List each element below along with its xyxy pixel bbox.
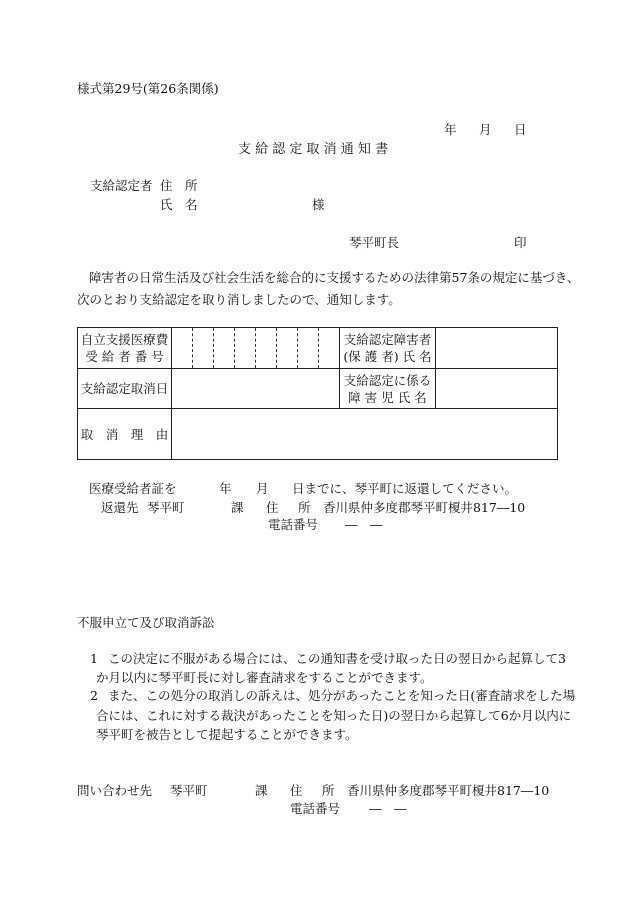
contact-label: 問い合わせ先 (77, 783, 153, 798)
appeal-heading: 不服申立て及び取消訴訟 (77, 615, 215, 630)
recipient-number-field[interactable] (172, 328, 340, 369)
return-destination-town: 琴平町 (147, 500, 185, 515)
return-destination-address-label-2: 所 (298, 500, 311, 515)
return-destination-section: 課 (231, 500, 244, 515)
appeal-item-2-line-3: 琴平町を被告として提起することができます。 (96, 727, 358, 742)
issuer-name: 琴平町長 (349, 235, 400, 250)
document-title: 支 給 認 定 取 消 通 知 書 (238, 142, 389, 157)
appeal-item-1-line-2: か月以内に琴平町長に対し審査請求をすることができます。 (96, 670, 433, 685)
appeal-item-2-line-2: 合には、これに対する裁決があったことを知った日)の翌日から起算して6か月以内に (96, 708, 572, 723)
cancellation-reason-label: 取 消 理 由 (78, 409, 172, 460)
table-row (78, 409, 558, 460)
appeal-item-1-number: 1 (90, 651, 98, 666)
recipient-number-digit-box[interactable] (193, 328, 214, 368)
return-destination-address-label: 住 (266, 500, 279, 515)
recipient-label: 支給認定者 (90, 178, 153, 193)
cancellation-reason-field[interactable] (172, 409, 558, 460)
recipient-number-digit-box[interactable] (235, 328, 256, 368)
table-row (78, 369, 558, 409)
certified-person-name-label-line-1: 支給認定障害者 (343, 332, 432, 347)
return-destination-phone-number: ― ― (345, 517, 383, 532)
contact-address-label-2: 所 (322, 783, 335, 798)
recipient-number-label-line-1: 自立支援医療費 (80, 332, 169, 347)
child-name-label (340, 369, 436, 409)
recipient-name-label: 氏 名 (160, 197, 198, 212)
cancellation-info-table (77, 327, 558, 460)
recipient-honorific: 様 (312, 197, 325, 212)
certified-person-name-label-line-2: (保 護 者) 氏 名 (343, 349, 432, 364)
return-notice-month-label: 月 (256, 481, 269, 496)
return-destination-phone-label: 電話番号 (268, 517, 319, 532)
contact-section: 課 (255, 783, 268, 798)
certified-person-name-label (340, 328, 436, 369)
recipient-number-digit-box[interactable] (298, 328, 319, 368)
return-destination-label: 返還先 (101, 500, 139, 515)
date-year-label: 年 (444, 122, 457, 137)
contact-address-label: 住 (290, 783, 303, 798)
return-destination-address: 香川県仲多度郡琴平町榎井817―10 (323, 500, 526, 515)
table-row (78, 328, 558, 369)
recipient-address-label: 住 所 (160, 178, 198, 193)
return-notice-prefix: 医療受給者証を (89, 481, 177, 496)
certified-person-name-field[interactable] (436, 328, 558, 369)
contact-phone-number: ― ― (369, 801, 407, 816)
body-text-line-1: 障害者の日常生活及び社会生活を総合的に支援するための法律第57条の規定に基づき、 (89, 270, 580, 285)
child-name-label-line-2: 障 害 児 氏 名 (348, 389, 427, 405)
return-notice-year-label: 年 (219, 481, 232, 496)
recipient-number-label (78, 328, 172, 369)
issuer-seal: 印 (514, 235, 527, 250)
recipient-number-digit-box[interactable] (256, 328, 277, 368)
appeal-item-1-line-1: この決定に不服がある場合には、この通知書を受け取った日の翌日から起算して3 (108, 651, 566, 666)
recipient-number-digit-boxes (172, 328, 339, 368)
appeal-item-2-line-1: また、この処分の取消しの訴えは、処分があったことを知った日(審査請求をした場 (108, 688, 576, 703)
recipient-number-digit-box[interactable] (319, 328, 339, 368)
recipient-number-digit-box[interactable] (214, 328, 235, 368)
appeal-item-2-number: 2 (90, 688, 98, 703)
contact-phone-label: 電話番号 (290, 801, 341, 816)
contact-address: 香川県仲多度郡琴平町榎井817―10 (347, 783, 550, 798)
cancellation-date-label: 支給認定取消日 (78, 369, 172, 409)
form-number: 様式第29号(第26条関係) (77, 81, 219, 96)
date-day-label: 日 (514, 122, 527, 137)
recipient-number-digit-box[interactable] (277, 328, 298, 368)
recipient-number-digit-box[interactable] (172, 328, 193, 368)
date-month-label: 月 (479, 122, 492, 137)
body-text-line-2: 次のとおり支給認定を取り消しましたので、通知します。 (77, 292, 401, 307)
return-notice-suffix: 日までに、琴平町に返還してください。 (292, 481, 518, 496)
recipient-number-label-line-2: 受 給 者 番 号 (85, 349, 164, 364)
child-name-field[interactable] (436, 369, 558, 409)
contact-town: 琴平町 (170, 783, 208, 798)
child-name-label-line-1: 支給認定に係る (343, 372, 432, 388)
cancellation-date-field[interactable] (172, 369, 340, 409)
